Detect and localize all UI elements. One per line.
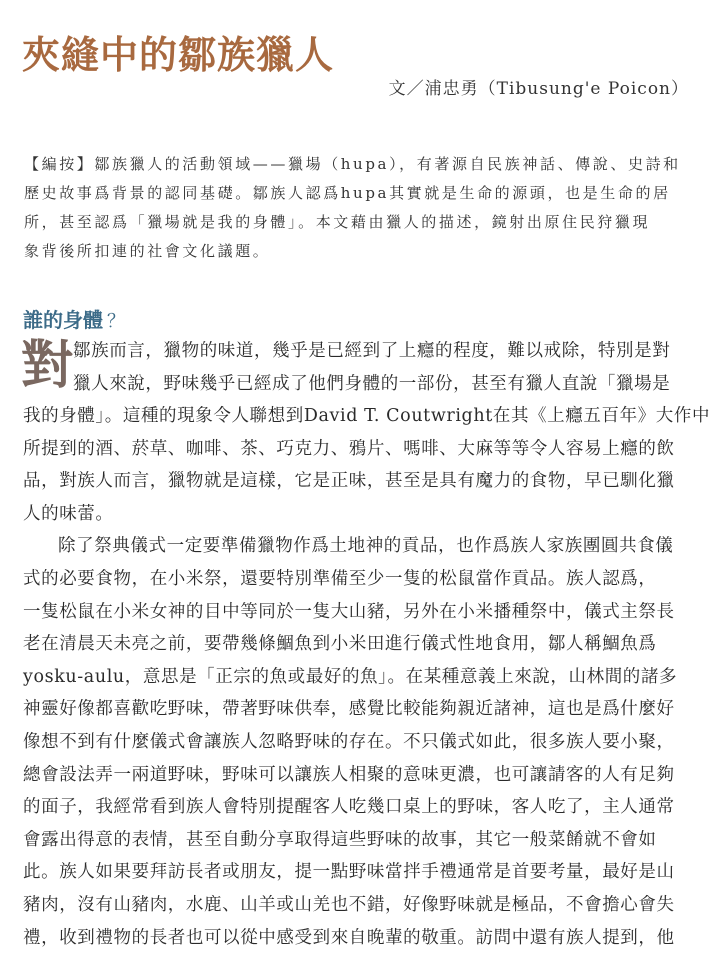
body-line: 獵人來說，野味幾乎已經成了他們身體的一部份，甚至有獵人直說「獵場是 xyxy=(73,373,671,394)
body-line: 所提到的酒、菸草、咖啡、茶、巧克力、鴉片、嗎啡、大麻等等令人容易上癮的飲 xyxy=(23,438,675,459)
paragraph-1 xyxy=(23,400,711,530)
drop-cap-lines xyxy=(73,335,670,400)
editor-note xyxy=(24,150,692,266)
body-line: 會露出得意的表情，甚至自動分享取得這些野味的故事，其它一般菜餚就不會如 xyxy=(23,829,657,850)
body-line: 神靈好像都喜歡吃野味，帶著野味供奉，感覺比較能夠親近諸神，這也是爲什麼好 xyxy=(23,699,675,720)
section-heading xyxy=(23,305,125,337)
body-line: 總會設法弄一兩道野味，野味可以讓族人相聚的意味更濃，也可讓請客的人有足夠 xyxy=(23,764,675,785)
body-line: 像想不到有什麼儀式會讓族人忽略野味的存在。不只儀式如此，很多族人要小聚， xyxy=(23,731,675,752)
article-title: 夾縫中的鄒族獵人 xyxy=(22,32,335,78)
body-line: 式的必要食物，在小米祭，還要特別準備至少一隻的松鼠當作貢品。族人認爲， xyxy=(23,568,657,589)
editor-note-line: 象背後所扣連的社會文化議題。 xyxy=(24,242,271,260)
body-line: 豬肉，沒有山豬肉，水鹿、山羊或山羌也不錯，好像野味就是極品，不會擔心會失 xyxy=(23,894,675,915)
section-heading-text: 誰的身體 xyxy=(23,307,103,332)
body-line: yosku-aulu，意思是「正宗的魚或最好的魚」。在某種意義上來說，山林間的諸多 xyxy=(23,666,678,687)
body-line: 此。族人如果要拜訪長者或朋友，提一點野味當拌手禮通常是首要考量，最好是山 xyxy=(23,862,675,883)
body-line: 的面子，我經常看到族人會特別提醒客人吃幾口桌上的野味，客人吃了，主人通常 xyxy=(23,797,675,818)
body-line: 我的身體」。這種的現象令人聯想到David T. Coutwright在其《上癮五百年》大作中 xyxy=(23,406,711,426)
editor-note-line: 所，甚至認爲「獵場就是我的身體」。本文藉由獵人的描述，鏡射出原住民狩獵現 xyxy=(24,213,651,231)
body-line: 人的味蕾。 xyxy=(23,503,114,524)
drop-cap: 對 xyxy=(21,335,74,396)
author-byline: 文／浦忠勇（Tibusung'e Poicon） xyxy=(388,79,689,99)
body-line: 老在清晨天未亮之前，要帶幾條鯝魚到小米田進行儀式性地食用，鄒人稱鯝魚爲 xyxy=(23,634,657,655)
editor-note-line: 【編按】鄒族獵人的活動領域——獵場（hupa），有著源自民族神話、傳說、史詩和 xyxy=(24,155,681,173)
body-line: 除了祭典儀式一定要準備獵物作爲土地神的貢品，也作爲族人家族團圓共食儀 xyxy=(58,536,674,557)
paragraph-2 xyxy=(23,530,693,954)
section-heading-question-mark: ？ xyxy=(107,310,125,332)
body-line: 禮，收到禮物的長者也可以從中感受到來自晚輩的敬重。訪問中還有族人提到，他 xyxy=(23,927,675,948)
editor-note-line: 歷史故事爲背景的認同基礎。鄒族人認爲hupa其實就是生命的源頭，也是生命的居 xyxy=(24,184,671,202)
body-line: 一隻松鼠在小米女神的目中等同於一隻大山豬，另外在小米播種祭中，儀式主祭長 xyxy=(23,601,675,622)
body-line: 鄒族而言，獵物的味道，幾乎是已經到了上癮的程度，難以戒除，特別是對 xyxy=(73,341,671,361)
paragraph-1-opening xyxy=(23,335,693,400)
article-body xyxy=(21,335,711,954)
body-line: 品，對族人而言，獵物就是這樣，它是正味，甚至是具有魔力的食物，早已馴化獵 xyxy=(23,471,675,492)
